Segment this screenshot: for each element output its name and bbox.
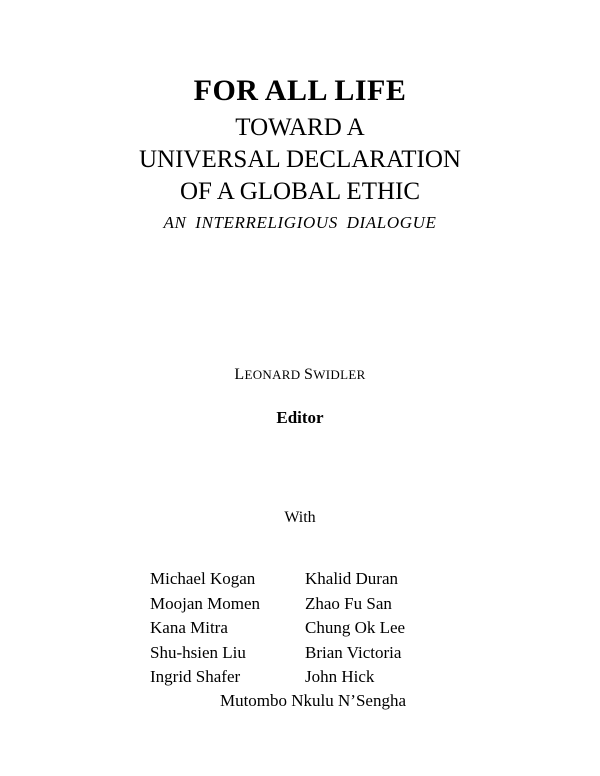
editor-last-initial: S [304,366,314,383]
contributors-grid [150,568,450,689]
page-title: FOR ALL LIFE [193,74,407,107]
contributor-name: Ingrid Shafer [150,667,241,687]
contributors-block [0,568,600,711]
contributor-name: Zhao Fu San [305,593,392,613]
title-block [0,74,600,233]
contributor-name: Brian Victoria [305,642,402,662]
contributor-name-last: Mutombo Nkulu N’Sengha [219,691,407,711]
contributor-name: Kana Mitra [150,618,228,638]
subtitle: AN INTERRELIGIOUS DIALOGUE [163,212,437,232]
with-label: With [284,509,316,526]
contributor-name: Chung Ok Lee [305,618,406,638]
editor-name [0,366,600,384]
title-line-2: TOWARD A [235,113,365,141]
editor-first-initial: L [234,366,245,383]
contributor-name: John Hick [305,667,375,687]
contributor-name: Shu-hsien Liu [150,642,246,662]
editor-first-rest: EONARD [244,367,305,382]
title-line-4: OF A GLOBAL ETHIC [179,177,421,205]
title-line-3: UNIVERSAL DECLARATION [139,145,461,173]
editor-last-rest: WIDLER [313,367,366,382]
contributor-name: Moojan Momen [150,593,261,613]
contributor-name: Khalid Duran [305,569,399,588]
editor-role-label: Editor [276,408,324,427]
contributor-name: Michael Kogan [150,569,256,588]
